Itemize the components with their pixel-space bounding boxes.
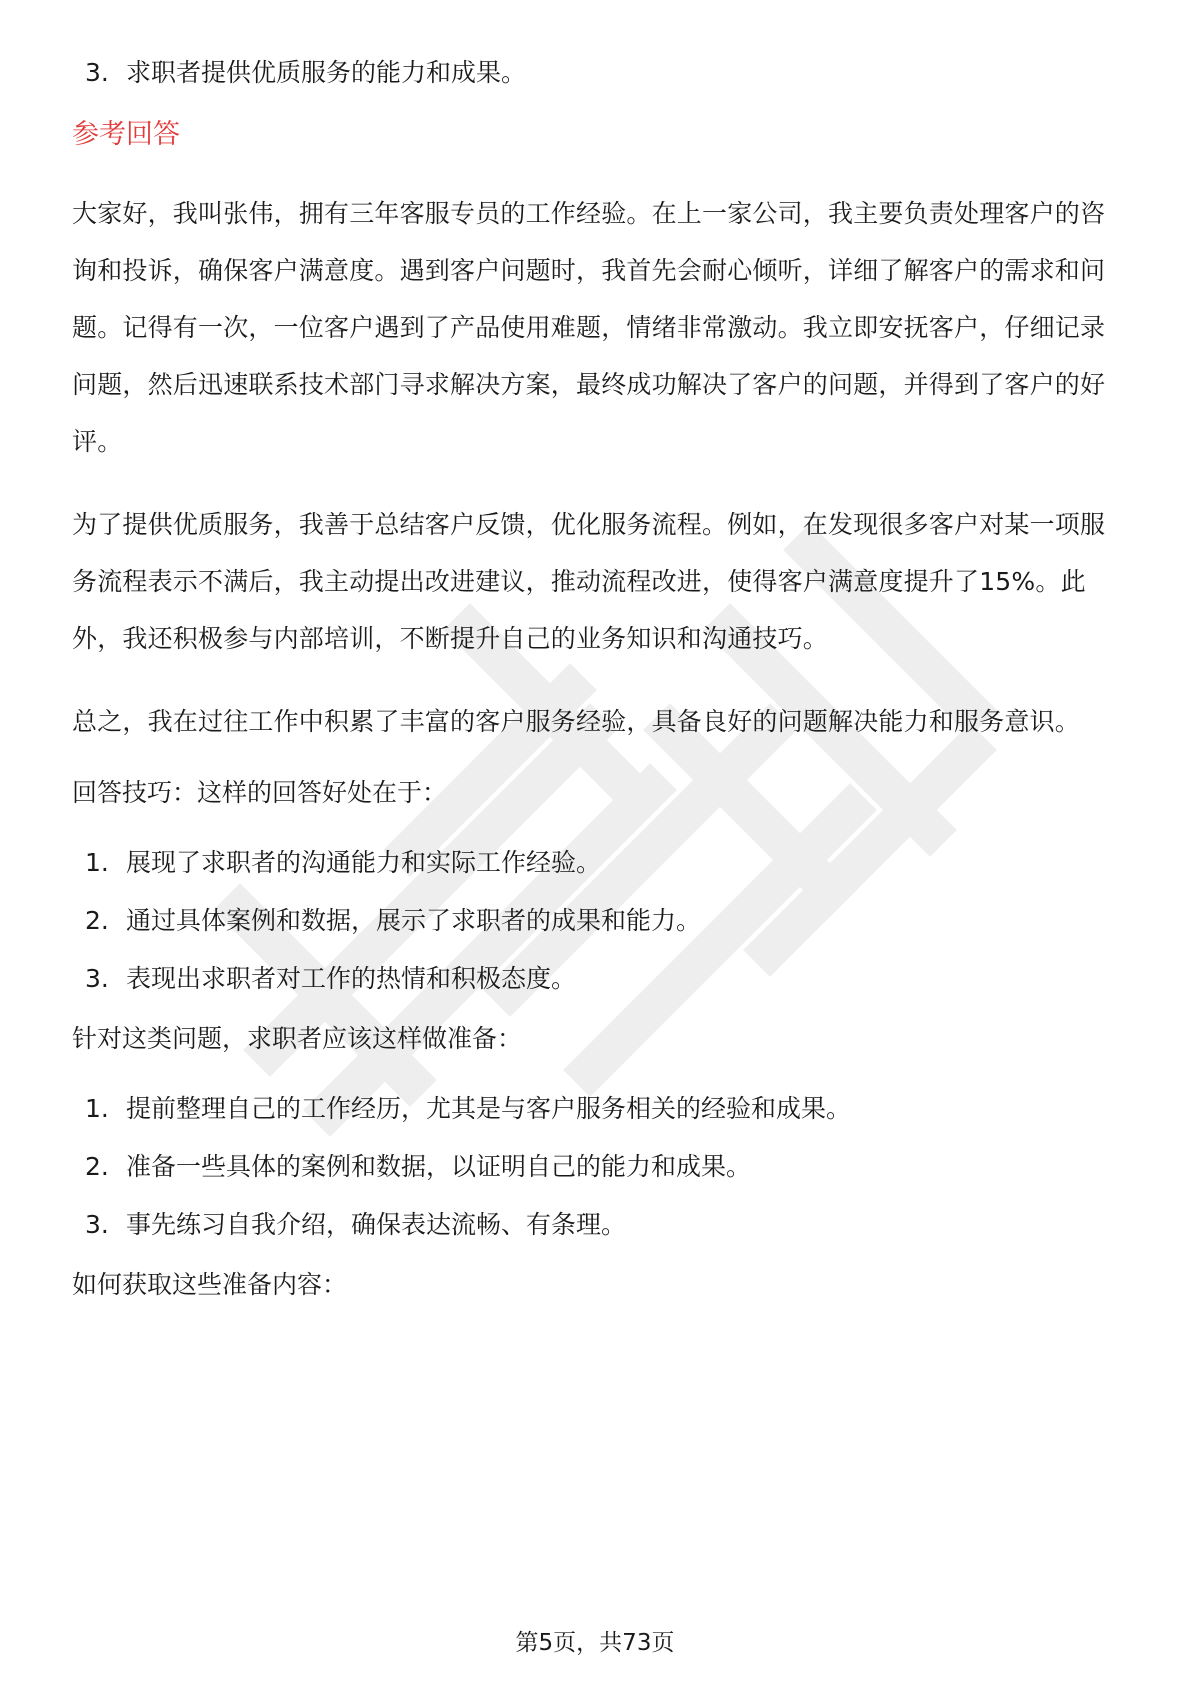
page-footer: 第5页，共73页	[515, 1630, 675, 1656]
prep-list	[72, 1094, 1122, 1240]
list-item	[72, 964, 1122, 994]
list-item	[72, 1210, 1122, 1240]
paragraph-summary: 总之，我在过往工作中积累了丰富的客户服务经验，具备良好的问题解决能力和服务意识。	[72, 707, 1081, 736]
document-content	[72, 58, 1122, 1340]
list-item	[72, 906, 1122, 936]
list-text: 事先练习自我介绍，确保表达流畅、有条理。	[126, 1210, 627, 1239]
closing-label: 如何获取这些准备内容：	[72, 1270, 348, 1299]
list-text: 表现出求职者对工作的热情和积极态度。	[126, 964, 577, 993]
list-text: 提前整理自己的工作经历，尤其是与客户服务相关的经验和成果。	[126, 1094, 852, 1123]
intro-list	[72, 58, 1122, 88]
list-text: 通过具体案例和数据，展示了求职者的成果和能力。	[126, 906, 702, 935]
list-text: 展现了求职者的沟通能力和实际工作经验。	[126, 848, 602, 877]
prep-label: 针对这类问题，求职者应该这样做准备：	[72, 1024, 523, 1053]
list-item	[72, 58, 1122, 88]
list-item	[72, 1094, 1122, 1124]
list-number: 3.	[85, 1210, 109, 1239]
list-item	[72, 848, 1122, 878]
paragraph-intro: 大家好，我叫张伟，拥有三年客服专员的工作经验。在上一家公司，我主要负责处理客户的咨询和投诉，确保客户满意度。遇到客户问题时，我首先会耐心倾听，详细了解客户的需求和问题。记得有一次，一位客户遇到了产品使用难题，情绪非常激动。我立即安抚客户，仔细记录问题，然后迅速联系技术部门寻求解决方案，最终成功解决了客户的问题，并得到了客户的好评。	[72, 199, 1106, 456]
list-text: 求职者提供优质服务的能力和成果。	[126, 58, 527, 87]
list-number: 3.	[85, 964, 109, 993]
tips-label: 回答技巧：这样的回答好处在于：	[72, 778, 448, 807]
list-number: 1.	[85, 1094, 109, 1123]
list-number: 2.	[85, 906, 109, 935]
paragraph-service: 为了提供优质服务，我善于总结客户反馈，优化服务流程。例如，在发现很多客户对某一项服务流程表示不满后，我主动提出改进建议，推动流程改进，使得客户满意度提升了15%。此外，我还积极参与内部培训，不断提升自己的业务知识和沟通技巧。	[72, 510, 1106, 653]
tips-list	[72, 848, 1122, 994]
list-item	[72, 1152, 1122, 1182]
list-number: 3.	[85, 58, 109, 87]
list-number: 1.	[85, 848, 109, 877]
list-text: 准备一些具体的案例和数据，以证明自己的能力和成果。	[126, 1152, 752, 1181]
section-heading: 参考回答	[72, 119, 180, 150]
list-number: 2.	[85, 1152, 109, 1181]
